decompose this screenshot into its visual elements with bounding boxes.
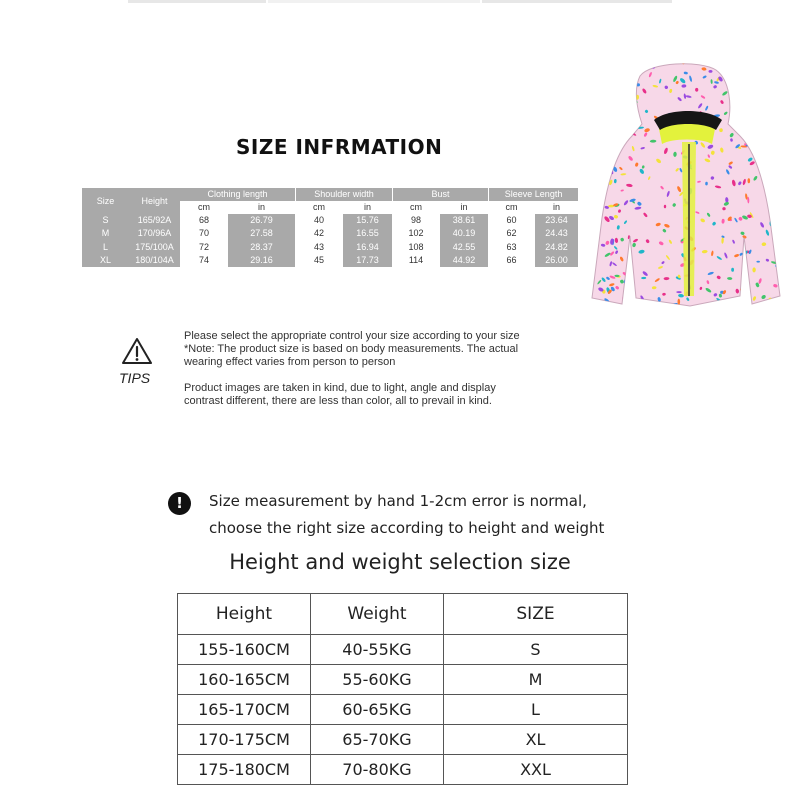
size-cell: 40.19 — [440, 227, 488, 240]
jacket-print-dot — [608, 108, 611, 114]
jacket-print-dot — [748, 178, 751, 183]
jacket-print-dot — [588, 185, 591, 187]
jacket-print-dot — [588, 255, 592, 258]
jacket-print-dot — [772, 184, 778, 189]
jacket-print-dot — [590, 265, 594, 270]
jacket-print-dot — [604, 181, 608, 185]
hw-cell: 40-55KG — [311, 635, 444, 665]
jacket-print-dot — [747, 304, 753, 309]
size-cell: 23.64 — [535, 214, 578, 227]
tips-line: contrast different, there are less than color, all to prevail in kind. — [184, 395, 492, 407]
hw-cell: 160-165CM — [178, 665, 311, 695]
jacket-print-dot — [678, 299, 681, 305]
hw-cell: 165-170CM — [178, 695, 311, 725]
jacket-print-dot — [745, 107, 750, 113]
jacket-print-dot — [764, 84, 768, 89]
jacket-print-dot — [774, 60, 779, 63]
jacket-print-dot — [598, 122, 601, 127]
jacket-print-dot — [590, 143, 594, 146]
jacket-print-dot — [601, 63, 607, 68]
jacket-print-dot — [589, 104, 593, 108]
tips-text — [184, 330, 574, 408]
jacket-print-dot — [777, 81, 782, 84]
hw-cell: L — [444, 695, 628, 725]
jacket-print-dot — [591, 170, 596, 175]
size-cell: 15.76 — [343, 214, 392, 227]
tips-line: wearing effect varies from person to person — [184, 356, 396, 368]
jacket-print-dot — [739, 107, 744, 112]
jacket-print-dot — [622, 60, 625, 62]
jacket-print-dot — [615, 67, 620, 70]
jacket-print-dot — [607, 145, 613, 148]
hw-table-header-row — [178, 594, 628, 635]
jacket-print-dot — [750, 70, 756, 73]
jacket-print-dot — [772, 300, 775, 305]
jacket-print-dot — [734, 97, 738, 100]
hw-cell: S — [444, 635, 628, 665]
jacket-print-dot — [752, 121, 757, 125]
size-table-unit: cm — [180, 201, 228, 214]
jacket-print-dot — [637, 61, 642, 68]
jacket-print-dot — [593, 229, 600, 233]
size-table-row — [82, 241, 578, 254]
jacket-print-dot — [737, 110, 741, 115]
hw-table-row — [178, 755, 628, 785]
jacket-print-dot — [616, 61, 623, 68]
size-table-header-size: Size — [82, 188, 129, 214]
size-table-unit: in — [343, 201, 392, 214]
measurement-note-line: Size measurement by hand 1-2cm error is normal, — [209, 492, 587, 510]
jacket-print-dot — [780, 245, 786, 249]
jacket-print-dot — [690, 307, 694, 310]
jacket-print-dot — [783, 113, 786, 117]
size-cell: 28.37 — [228, 241, 295, 254]
jacket-print-dot — [611, 95, 617, 100]
jacket-print-dot — [589, 76, 594, 81]
jacket-print-dot — [741, 107, 745, 114]
size-table-row — [82, 254, 578, 267]
size-cell: XL — [82, 254, 129, 267]
jacket-print-dot — [780, 220, 785, 226]
size-cell: 38.61 — [440, 214, 488, 227]
hw-cell: 65-70KG — [311, 725, 444, 755]
jacket-print-dot — [618, 81, 623, 86]
jacket-print-dot — [608, 133, 612, 137]
jacket-print-dot — [603, 110, 607, 114]
size-table-header-sleeve-length: Sleeve Length — [488, 188, 578, 201]
jacket-print-dot — [588, 207, 591, 213]
jacket-print-dot — [740, 74, 744, 77]
jacket-print-dot — [746, 91, 749, 96]
size-cell: 180/104A — [129, 254, 180, 267]
jacket-print-dot — [780, 173, 784, 177]
jacket-print-dot — [612, 138, 616, 144]
tips-label: TIPS — [119, 370, 151, 386]
jacket-print-dot — [776, 223, 780, 228]
jacket-print-dot — [744, 72, 750, 77]
size-cell: 102 — [392, 227, 440, 240]
jacket-print-dot — [747, 106, 751, 111]
jacket-print-dot — [741, 286, 746, 292]
hw-cell: 70-80KG — [311, 755, 444, 785]
jacket-print-dot — [593, 105, 598, 111]
jacket-print-dot — [611, 154, 615, 160]
jacket-print-dot — [588, 302, 591, 307]
jacket-print-dot — [604, 75, 608, 81]
measurement-note — [209, 488, 604, 542]
size-cell: 60 — [488, 214, 535, 227]
size-table-unit: cm — [488, 201, 535, 214]
size-cell: 29.16 — [228, 254, 295, 267]
jacket-print-dot — [614, 119, 619, 123]
jacket-print-dot — [779, 77, 783, 84]
jacket-print-dot — [733, 101, 739, 106]
size-cell: 26.00 — [535, 254, 578, 267]
size-table-header-clothing-length: Clothing length — [180, 188, 295, 201]
jacket-print-dot — [737, 64, 742, 69]
size-cell: 170/96A — [129, 227, 180, 240]
jacket-print-dot — [590, 146, 596, 154]
exclamation-circle-icon: ! — [168, 492, 191, 515]
jacket-print-dot — [612, 145, 617, 147]
size-cell: 70 — [180, 227, 228, 240]
size-cell: 24.43 — [535, 227, 578, 240]
jacket-print-dot — [606, 74, 613, 77]
jacket-print-dot — [766, 87, 772, 91]
size-cell: 40 — [295, 214, 343, 227]
jacket-print-dot — [588, 148, 592, 152]
jacket-print-dot — [779, 103, 783, 107]
jacket-print-dot — [749, 304, 754, 309]
jacket-print-dot — [777, 98, 783, 101]
size-cell: 72 — [180, 241, 228, 254]
size-cell: 62 — [488, 227, 535, 240]
size-cell: L — [82, 241, 129, 254]
size-cell: 43 — [295, 241, 343, 254]
jacket-print-dot — [773, 116, 779, 122]
size-table-header-shoulder-width: Shoulder width — [295, 188, 392, 201]
size-table-row — [82, 214, 578, 227]
jacket-print-dot — [764, 124, 768, 128]
jacket-print-dot — [775, 139, 778, 144]
jacket-print-dot — [600, 144, 605, 149]
jacket-print-dot — [695, 88, 698, 92]
jacket-print-dot — [639, 60, 643, 62]
size-table-unit: in — [535, 201, 578, 214]
size-cell: 175/100A — [129, 241, 180, 254]
jacket-print-dot — [622, 128, 627, 135]
size-cell: 98 — [392, 214, 440, 227]
jacket-print-dot — [589, 254, 595, 259]
jacket-print-dot — [610, 135, 614, 140]
hw-cell: 155-160CM — [178, 635, 311, 665]
jacket-print-dot — [601, 86, 605, 89]
size-cell: 44.92 — [440, 254, 488, 267]
jacket-print-dot — [603, 135, 608, 139]
jacket-print-dot — [769, 70, 775, 75]
size-cell: 74 — [180, 254, 228, 267]
jacket-print-dot — [611, 72, 616, 76]
jacket-print-dot — [776, 256, 782, 263]
jacket-print-dot — [588, 179, 590, 184]
jacket-print-dot — [591, 111, 595, 116]
jacket-print-dot — [590, 278, 592, 283]
jacket-print-dot — [616, 71, 620, 75]
jacket-print-dot — [618, 60, 625, 64]
jacket-print-dot — [765, 106, 770, 113]
jacket-print-dot — [600, 114, 604, 117]
jacket-print-dot — [595, 149, 600, 155]
jacket-print-dot — [616, 60, 620, 64]
jacket-print-dot — [726, 305, 731, 309]
size-table-unit: cm — [295, 201, 343, 214]
jacket-print-dot — [613, 131, 619, 137]
hw-cell: M — [444, 665, 628, 695]
jacket-print-dot — [604, 147, 608, 150]
size-cell: 42 — [295, 227, 343, 240]
jacket-print-dot — [724, 62, 729, 68]
size-cell: 42.55 — [440, 241, 488, 254]
jacket-print-dot — [736, 76, 741, 78]
jacket-print-dot — [773, 157, 778, 161]
tips-line: Product images are taken in kind, due to light, angle and display — [184, 382, 496, 394]
jacket-print-dot — [754, 124, 759, 128]
jacket-print-dot — [603, 98, 607, 103]
jacket-print-dot — [777, 119, 782, 126]
size-information-table — [82, 188, 578, 267]
hw-header-height: Height — [178, 594, 311, 635]
size-cell: 26.79 — [228, 214, 295, 227]
size-cell: 16.94 — [343, 241, 392, 254]
size-cell: 17.73 — [343, 254, 392, 267]
size-cell: 165/92A — [129, 214, 180, 227]
hw-cell: XL — [444, 725, 628, 755]
jacket-print-dot — [611, 102, 617, 109]
size-information-title: SIZE INFRMATION — [236, 135, 443, 159]
jacket-print-dot — [615, 103, 619, 106]
size-cell: 16.55 — [343, 227, 392, 240]
hw-cell: 55-60KG — [311, 665, 444, 695]
jacket-print-dot — [773, 132, 779, 139]
size-cell: S — [82, 214, 129, 227]
top-divider-center — [268, 0, 480, 3]
jacket-print-dot — [609, 169, 611, 173]
jacket-print-dot — [612, 60, 618, 67]
jacket-print-dot — [762, 145, 766, 148]
size-table-header-height: Height — [129, 188, 180, 214]
hw-table-row — [178, 725, 628, 755]
jacket-print-dot — [709, 70, 713, 73]
jacket-print-dot — [599, 136, 603, 142]
jacket-print-dot — [655, 301, 659, 308]
size-table-header-row — [82, 188, 578, 201]
hw-header-size: SIZE — [444, 594, 628, 635]
jacket-print-dot — [610, 60, 616, 66]
size-table-header-bust: Bust — [392, 188, 488, 201]
jacket-print-dot — [633, 119, 637, 124]
jacket-print-dot — [594, 73, 601, 79]
size-cell: 24.82 — [535, 241, 578, 254]
jacket-print-dot — [588, 272, 593, 278]
jacket-print-dot — [782, 234, 785, 240]
jacket-print-dot — [613, 99, 617, 103]
size-table-unit: in — [228, 201, 295, 214]
jacket-print-dot — [740, 127, 746, 132]
jacket-print-dot — [594, 173, 601, 177]
jacket-print-dot — [606, 62, 611, 67]
measurement-note-line: choose the right size according to height and weight — [209, 519, 605, 537]
jacket-print-dot — [602, 76, 606, 79]
hw-table-row — [178, 695, 628, 725]
jacket-print-dot — [597, 191, 603, 197]
jacket-print-dot — [617, 96, 622, 100]
size-table-unit: cm — [392, 201, 440, 214]
jacket-print-dot — [593, 218, 597, 221]
hw-cell: 170-175CM — [178, 725, 311, 755]
jacket-print-dot — [766, 191, 770, 194]
jacket-print-dot — [597, 180, 601, 186]
height-weight-table — [177, 593, 628, 785]
jacket-print-dot — [593, 65, 598, 72]
size-cell: 63 — [488, 241, 535, 254]
top-divider-left — [128, 0, 266, 3]
jacket-print-dot — [754, 65, 759, 70]
jacket-print-dot — [590, 99, 595, 105]
size-cell: M — [82, 227, 129, 240]
hw-table-row — [178, 635, 628, 665]
jacket-print-dot — [597, 69, 602, 75]
size-cell: 108 — [392, 241, 440, 254]
hw-header-weight: Weight — [311, 594, 444, 635]
jacket-print-dot — [608, 140, 612, 144]
jacket-print-dot — [780, 149, 784, 155]
jacket-print-dot — [782, 291, 786, 296]
jacket-print-dot — [778, 271, 783, 276]
jacket-print-dot — [768, 193, 774, 199]
warning-triangle-icon — [120, 336, 154, 366]
tips-line: *Note: The product size is based on body measurements. The actual — [184, 343, 519, 355]
hw-cell: 60-65KG — [311, 695, 444, 725]
jacket-print-dot — [605, 169, 607, 174]
jacket-print-dot — [592, 210, 596, 214]
hw-cell: 175-180CM — [178, 755, 311, 785]
size-cell: 45 — [295, 254, 343, 267]
jacket-print-dot — [705, 60, 709, 62]
jacket-print-dot — [611, 131, 617, 137]
jacket-print-dot — [588, 136, 591, 142]
jacket-print-dot — [781, 65, 786, 70]
jacket-print-dot — [782, 60, 786, 65]
tips-line: Please select the appropriate control your size according to your size — [184, 330, 520, 342]
jacket-print-dot — [618, 64, 624, 71]
size-cell: 66 — [488, 254, 535, 267]
jacket-print-dot — [750, 103, 755, 107]
jacket-print-dot — [743, 285, 749, 291]
jacket-print-dot — [616, 95, 621, 99]
jacket-print-dot — [742, 278, 744, 282]
jacket-print-dot — [776, 187, 780, 191]
jacket-print-dot — [732, 124, 737, 129]
jacket-print-dot — [744, 91, 749, 96]
size-cell: 27.58 — [228, 227, 295, 240]
jacket-product-image — [588, 60, 786, 310]
size-cell: 68 — [180, 214, 228, 227]
size-table-row — [82, 227, 578, 240]
top-divider-right — [482, 0, 672, 3]
jacket-print-dot — [777, 210, 780, 215]
jacket-print-dot — [612, 108, 616, 113]
hw-cell: XXL — [444, 755, 628, 785]
size-cell: 114 — [392, 254, 440, 267]
jacket-print-dot — [588, 198, 592, 203]
hw-table-row — [178, 665, 628, 695]
jacket-print-dot — [770, 153, 773, 160]
size-table-unit: in — [440, 201, 488, 214]
jacket-print-dot — [607, 97, 611, 101]
selection-title: Height and weight selection size — [229, 550, 571, 574]
jacket-print-dot — [588, 246, 592, 252]
jacket-print-dot — [686, 307, 691, 310]
